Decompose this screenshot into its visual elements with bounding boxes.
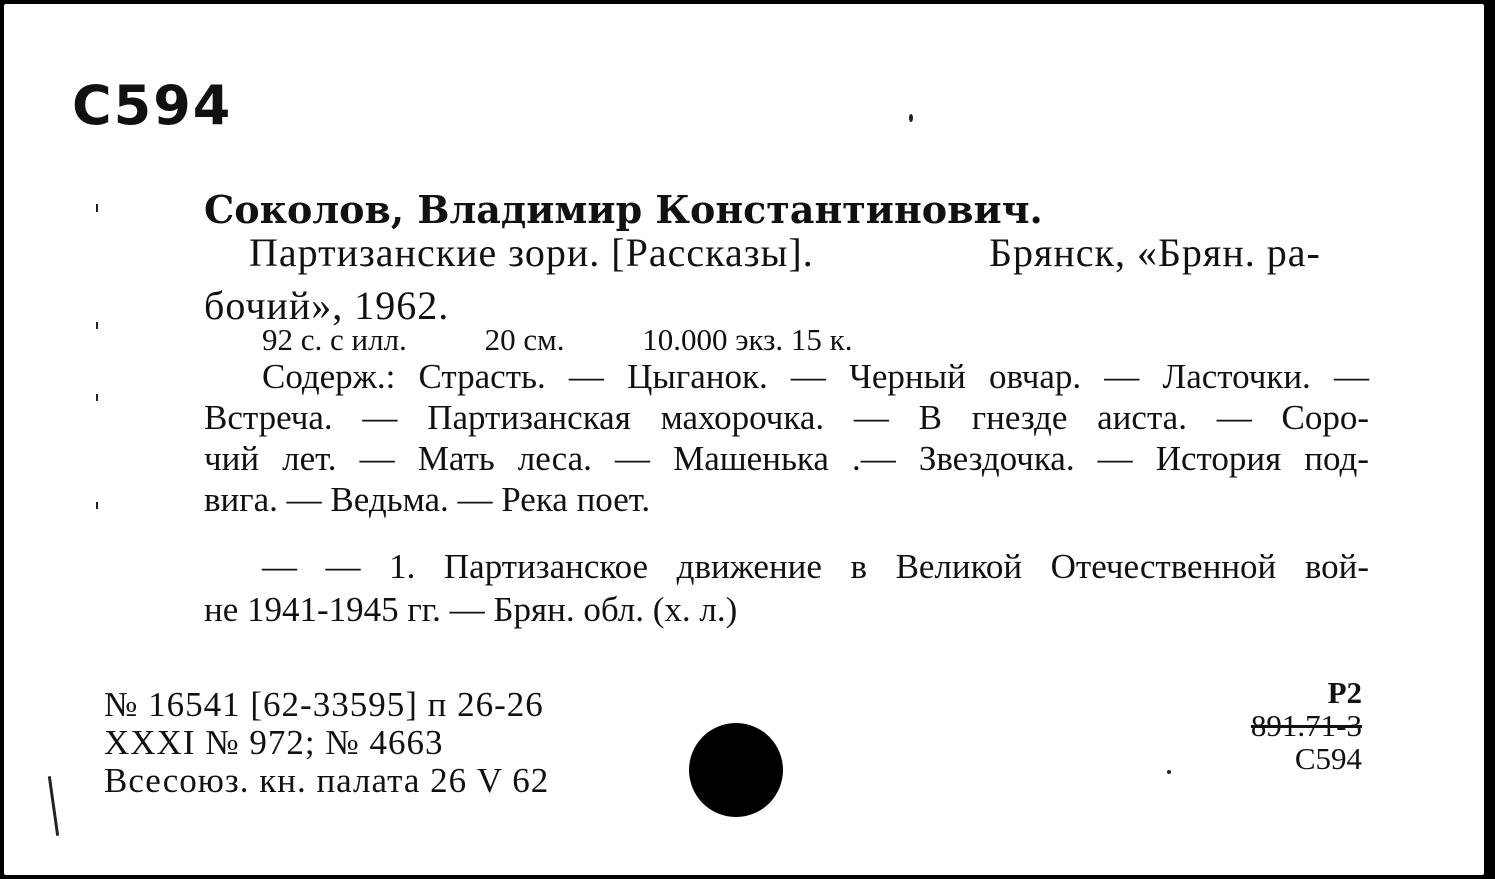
- struck-class-code: 891.71-3: [1250, 708, 1362, 743]
- shelf-code: С594: [1294, 741, 1362, 776]
- margin-tick: [96, 322, 98, 329]
- ink-speck: [1167, 770, 1171, 774]
- ink-speck: [909, 114, 913, 122]
- margin-tick: [96, 204, 98, 212]
- contents-line: вига. — Ведьма. — Река поет.: [204, 480, 651, 519]
- book-title: Партизанские зори. [Рассказы].: [249, 230, 814, 275]
- registration-footer: [104, 686, 549, 800]
- subject-line: не 1941-1945 гг. — Брян. обл. (х. л.): [204, 590, 738, 629]
- subject-heading: [204, 545, 1369, 631]
- handwritten-shelfmark: С594: [72, 74, 233, 137]
- footer-line: Всесоюз. кн. палата 26 V 62: [104, 761, 550, 800]
- card-face: [4, 4, 1484, 875]
- print-run-price: 10.000 экз. 15 к.: [642, 322, 853, 357]
- physical-description: [262, 322, 922, 358]
- footer-line: № 16541 [62-33595] п 26-26: [104, 685, 544, 724]
- book-size: 20 см.: [484, 322, 565, 357]
- margin-tick: [96, 502, 98, 509]
- publisher-line-2: бочий», 1962.: [204, 283, 450, 328]
- call-number: [1251, 676, 1362, 775]
- contents-line: Встреча. — Партизанская махорочка. — В гнезде аиста. — Соро-: [204, 398, 1369, 437]
- contents-line: чий лет. — Мать леса. — Машенька .— Звездочка. — История под-: [204, 439, 1369, 478]
- contents-line: Содерж.: Страсть. — Цыганок. — Черный овчар. — Ласточки. —: [262, 357, 1369, 396]
- contents-note: [204, 356, 1369, 520]
- margin-tick: [96, 394, 98, 401]
- author-heading: Соколов, Владимир Константинович.: [204, 187, 1043, 232]
- publisher-line-1: Брянск, «Брян. ра-: [989, 230, 1321, 275]
- class-code: Р2: [1327, 675, 1362, 710]
- subject-line: — — 1. Партизанское движение в Великой Отечественной вой-: [262, 547, 1369, 586]
- margin-stroke: [48, 776, 59, 836]
- page-count: 92 с. с илл.: [262, 322, 407, 357]
- footer-line: XXXI № 972; № 4663: [104, 723, 444, 762]
- punch-hole: [689, 723, 783, 817]
